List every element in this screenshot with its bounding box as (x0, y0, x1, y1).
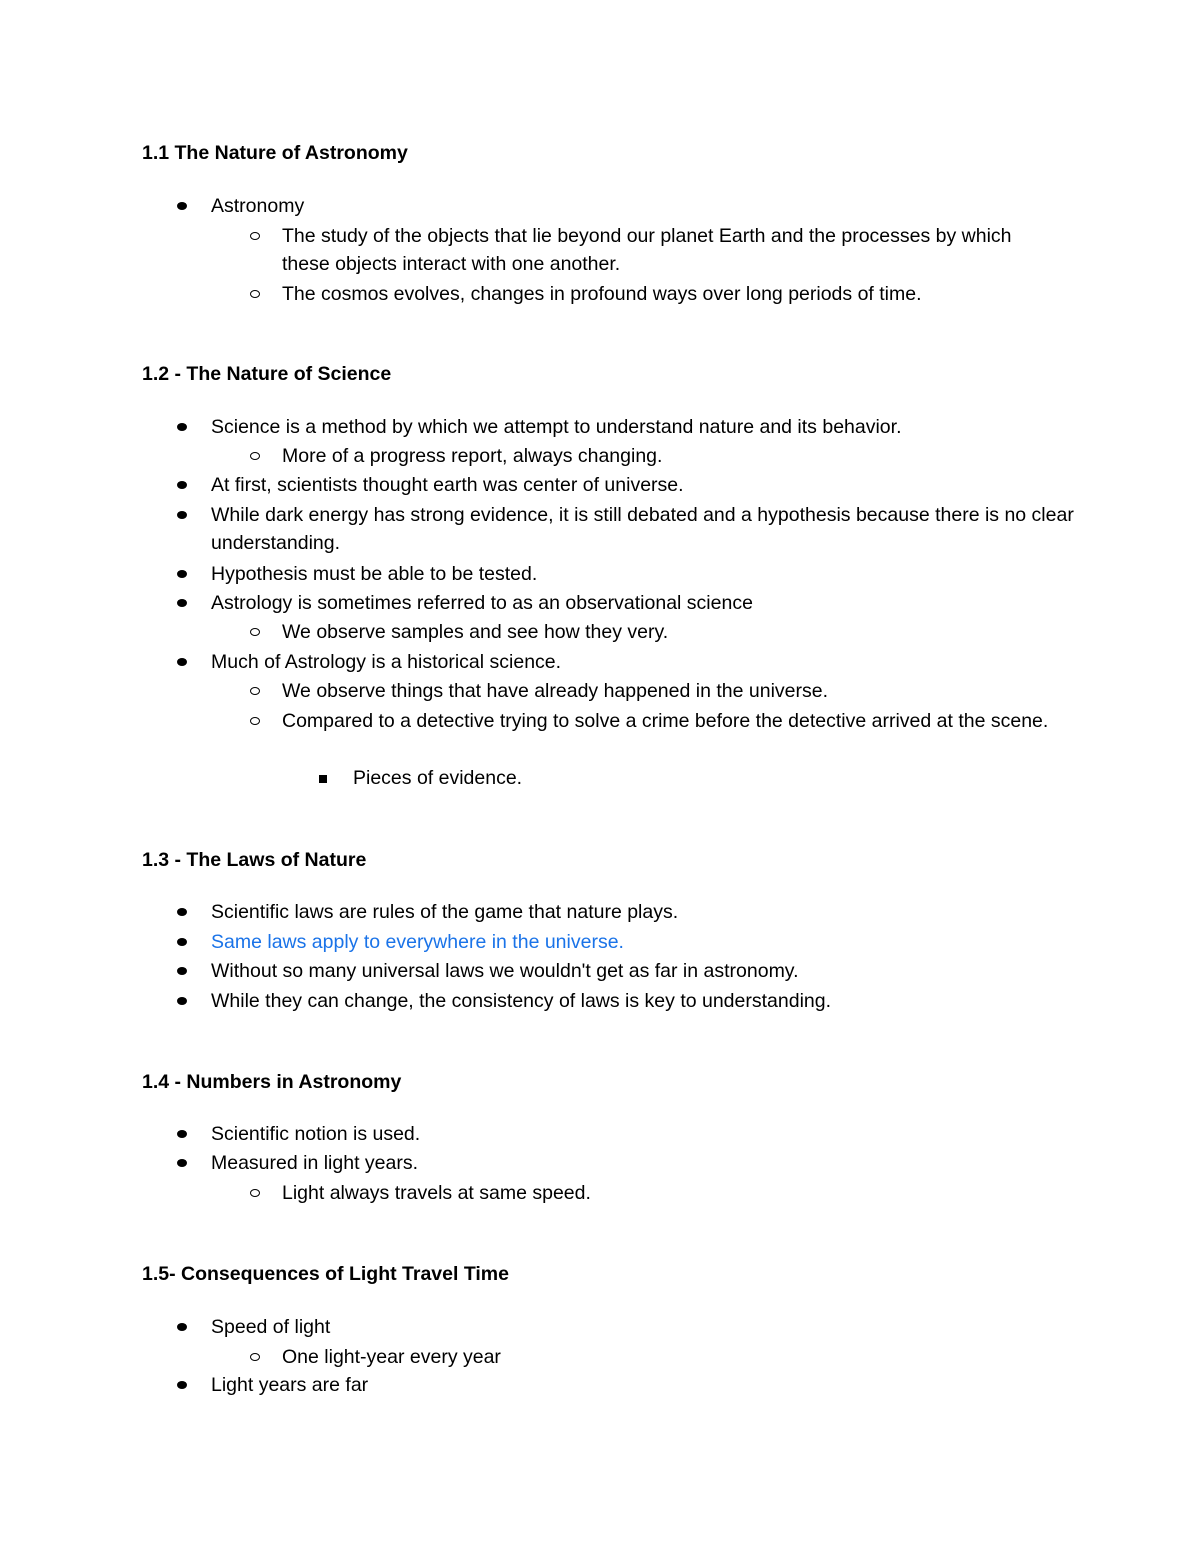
list-item (211, 1120, 1111, 1148)
bullet-disc-icon (177, 423, 187, 431)
bullet-disc-icon (177, 938, 187, 946)
list-item (211, 898, 1111, 926)
list-item-text: Light always travels at same speed. (282, 1182, 591, 1204)
list-item-text: Speed of light (211, 1316, 331, 1338)
list-item (282, 707, 1062, 735)
list-item-text: Compared to a detective trying to solve a crime before the detective arrived at the scene. (282, 710, 1049, 732)
list-item (282, 677, 1062, 705)
bullet-disc-icon (177, 1381, 187, 1389)
list-item (282, 1179, 1062, 1207)
section-heading: 1.1 The Nature of Astronomy (142, 142, 408, 164)
list-item-text: We observe things that have already happened in the universe. (282, 680, 828, 702)
list-item-text: While dark energy has strong evidence, it is still debated and a hypothesis because there is no clear understanding. (211, 504, 1074, 554)
bullet-circle-icon (250, 1189, 260, 1197)
list-item-text: The cosmos evolves, changes in profound ways over long periods of time. (282, 283, 922, 305)
list-item-text: Scientific notion is used. (211, 1123, 421, 1145)
list-item-text: One light-year every year (282, 1346, 501, 1368)
list-item-text: Science is a method by which we attempt to understand nature and its behavior. (211, 416, 902, 438)
bullet-circle-icon (250, 290, 260, 298)
section-heading: 1.3 - The Laws of Nature (142, 849, 367, 871)
list-item[interactable] (211, 928, 1111, 956)
section-heading: 1.5- Consequences of Light Travel Time (142, 1263, 509, 1285)
list-item (211, 987, 1111, 1015)
list-item (211, 1149, 1111, 1177)
bullet-disc-icon (177, 1130, 187, 1138)
list-item-text: Pieces of evidence. (353, 767, 523, 789)
bullet-disc-icon (177, 481, 187, 489)
bullet-disc-icon (177, 1159, 187, 1167)
list-item-text: While they can change, the consistency of laws is key to understanding. (211, 990, 832, 1012)
list-item (211, 1313, 1111, 1341)
bullet-circle-icon (250, 232, 260, 240)
list-item-text: Scientific laws are rules of the game that nature plays. (211, 901, 679, 923)
bullet-circle-icon (250, 1353, 260, 1361)
list-item-text: Astrology is sometimes referred to as an observational science (211, 592, 753, 614)
bullet-disc-icon (177, 599, 187, 607)
list-item-text: Without so many universal laws we wouldn't get as far in astronomy. (211, 960, 799, 982)
bullet-disc-icon (177, 997, 187, 1005)
list-item (211, 192, 1111, 220)
bullet-circle-icon (250, 717, 260, 725)
list-item (211, 648, 1111, 676)
list-item (211, 413, 1111, 441)
list-item-text: The study of the objects that lie beyond our planet Earth and the processes by which these objects interact with one another. (282, 225, 1012, 275)
bullet-disc-icon (177, 202, 187, 210)
bullet-circle-icon (250, 628, 260, 636)
list-item-text: Astronomy (211, 195, 305, 217)
list-item-link[interactable]: Same laws apply to everywhere in the universe. (211, 931, 624, 953)
section-heading: 1.2 - The Nature of Science (142, 363, 392, 385)
list-item (353, 764, 1053, 792)
list-item-text: Much of Astrology is a historical science. (211, 651, 562, 673)
list-item (211, 957, 1111, 985)
list-item (211, 471, 1111, 499)
list-item-text: Measured in light years. (211, 1152, 419, 1174)
list-item-text: At first, scientists thought earth was center of universe. (211, 474, 684, 496)
bullet-circle-icon (250, 452, 260, 460)
bullet-disc-icon (177, 570, 187, 578)
list-item-text: Hypothesis must be able to be tested. (211, 563, 538, 585)
bullet-disc-icon (177, 511, 187, 519)
bullet-disc-icon (177, 1323, 187, 1331)
bullet-disc-icon (177, 908, 187, 916)
list-item-text: Light years are far (211, 1374, 369, 1396)
list-item (282, 280, 1062, 308)
list-item (211, 560, 1111, 588)
list-item (211, 589, 1111, 617)
list-item (282, 442, 1062, 470)
bullet-disc-icon (177, 967, 187, 975)
section-heading: 1.4 - Numbers in Astronomy (142, 1071, 402, 1093)
list-item (282, 618, 1062, 646)
list-item (282, 1343, 1062, 1371)
list-item (282, 222, 1062, 278)
bullet-disc-icon (177, 658, 187, 666)
list-item-text: More of a progress report, always changing. (282, 445, 663, 467)
list-item (211, 1371, 1111, 1399)
bullet-circle-icon (250, 687, 260, 695)
list-item-text: We observe samples and see how they very. (282, 621, 669, 643)
list-item (211, 501, 1111, 557)
bullet-square-icon (319, 775, 327, 783)
